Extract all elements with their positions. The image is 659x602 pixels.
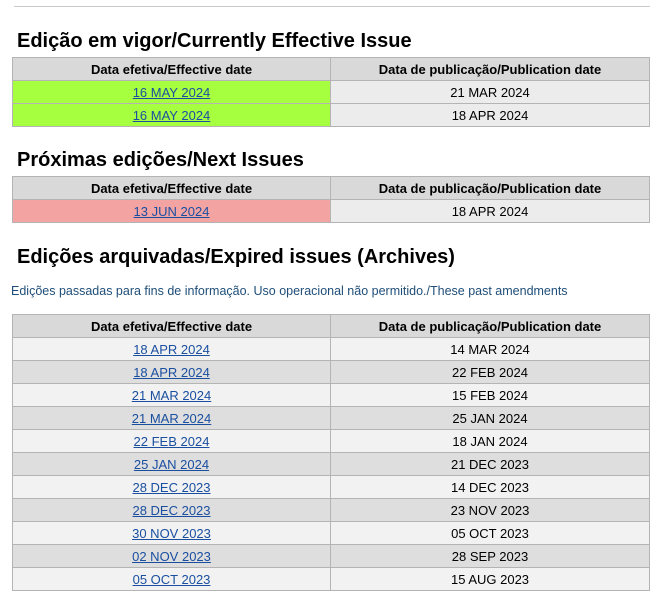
effective-date-link[interactable]: 18 APR 2024 <box>133 364 210 380</box>
effective-date-cell <box>13 545 331 568</box>
table-header-row <box>13 315 650 338</box>
effective-date-cell <box>13 476 331 499</box>
effective-date-cell <box>13 499 331 522</box>
effective-date-cell <box>13 338 331 361</box>
table-row <box>13 104 650 127</box>
table-row <box>13 338 650 361</box>
effective-date-link[interactable]: 28 DEC 2023 <box>132 479 211 495</box>
publication-date-cell: 22 FEB 2024 <box>331 361 650 384</box>
publication-date-cell: 15 FEB 2024 <box>331 384 650 407</box>
publication-date-cell: 21 DEC 2023 <box>331 453 650 476</box>
publication-date-cell: 15 AUG 2023 <box>331 568 650 591</box>
publication-date-cell: 14 MAR 2024 <box>331 338 650 361</box>
effective-date-link[interactable]: 13 JUN 2024 <box>133 203 210 219</box>
table-row <box>13 568 650 591</box>
table-row <box>13 545 650 568</box>
effective-date-link[interactable]: 30 NOV 2023 <box>132 525 211 541</box>
table-row <box>13 200 650 223</box>
table-row <box>13 361 650 384</box>
publication-date-header: Data de publicação/Publication date <box>331 58 650 81</box>
publication-date-cell: 05 OCT 2023 <box>331 522 650 545</box>
current-issue-table <box>12 57 650 127</box>
table-row <box>13 453 650 476</box>
publication-date-cell: 28 SEP 2023 <box>331 545 650 568</box>
publication-date-cell: 21 MAR 2024 <box>331 81 650 104</box>
table-header-row <box>13 58 650 81</box>
publication-date-cell: 14 DEC 2023 <box>331 476 650 499</box>
effective-date-link[interactable]: 28 DEC 2023 <box>132 502 211 518</box>
publication-date-header: Data de publicação/Publication date <box>331 315 650 338</box>
table-row <box>13 407 650 430</box>
effective-date-link[interactable]: 25 JAN 2024 <box>133 456 210 472</box>
publication-date-header: Data de publicação/Publication date <box>331 177 650 200</box>
effective-date-link[interactable]: 16 MAY 2024 <box>132 84 211 100</box>
effective-date-header: Data efetiva/Effective date <box>13 177 331 200</box>
table-row <box>13 81 650 104</box>
effective-date-link[interactable]: 21 MAR 2024 <box>131 410 212 426</box>
effective-date-cell <box>13 430 331 453</box>
effective-date-cell <box>13 104 331 127</box>
next-issues-heading: Próximas edições/Next Issues <box>17 149 304 171</box>
table-row <box>13 499 650 522</box>
effective-date-link[interactable]: 21 MAR 2024 <box>131 387 212 403</box>
table-row <box>13 522 650 545</box>
effective-date-header: Data efetiva/Effective date <box>13 58 331 81</box>
effective-date-link[interactable]: 16 MAY 2024 <box>132 107 211 123</box>
effective-date-cell <box>13 522 331 545</box>
top-divider <box>14 6 650 7</box>
publication-date-cell: 18 JAN 2024 <box>331 430 650 453</box>
effective-date-link[interactable]: 02 NOV 2023 <box>132 548 211 564</box>
effective-date-link[interactable]: 22 FEB 2024 <box>133 433 210 449</box>
current-issue-heading: Edição em vigor/Currently Effective Issue <box>17 30 412 52</box>
publication-date-cell: 18 APR 2024 <box>331 200 650 223</box>
effective-date-cell <box>13 384 331 407</box>
archived-issues-heading: Edições arquivadas/Expired issues (Archives) <box>17 246 455 268</box>
publication-date-cell: 18 APR 2024 <box>331 104 650 127</box>
publication-date-cell: 23 NOV 2023 <box>331 499 650 522</box>
publication-date-cell: 25 JAN 2024 <box>331 407 650 430</box>
table-row <box>13 384 650 407</box>
next-issues-table <box>12 176 650 223</box>
effective-date-link[interactable]: 05 OCT 2023 <box>132 571 211 587</box>
effective-date-cell <box>13 361 331 384</box>
archive-usage-note: Edições passadas para fins de informação. Uso operacional não permitido./These past amendments <box>11 284 568 298</box>
table-header-row <box>13 177 650 200</box>
effective-date-cell <box>13 407 331 430</box>
effective-date-cell <box>13 81 331 104</box>
table-row <box>13 430 650 453</box>
effective-date-link[interactable]: 18 APR 2024 <box>133 341 210 357</box>
effective-date-cell <box>13 453 331 476</box>
table-row <box>13 476 650 499</box>
effective-date-cell <box>13 568 331 591</box>
effective-date-header: Data efetiva/Effective date <box>13 315 331 338</box>
effective-date-cell <box>13 200 331 223</box>
archived-issues-table <box>12 314 650 591</box>
